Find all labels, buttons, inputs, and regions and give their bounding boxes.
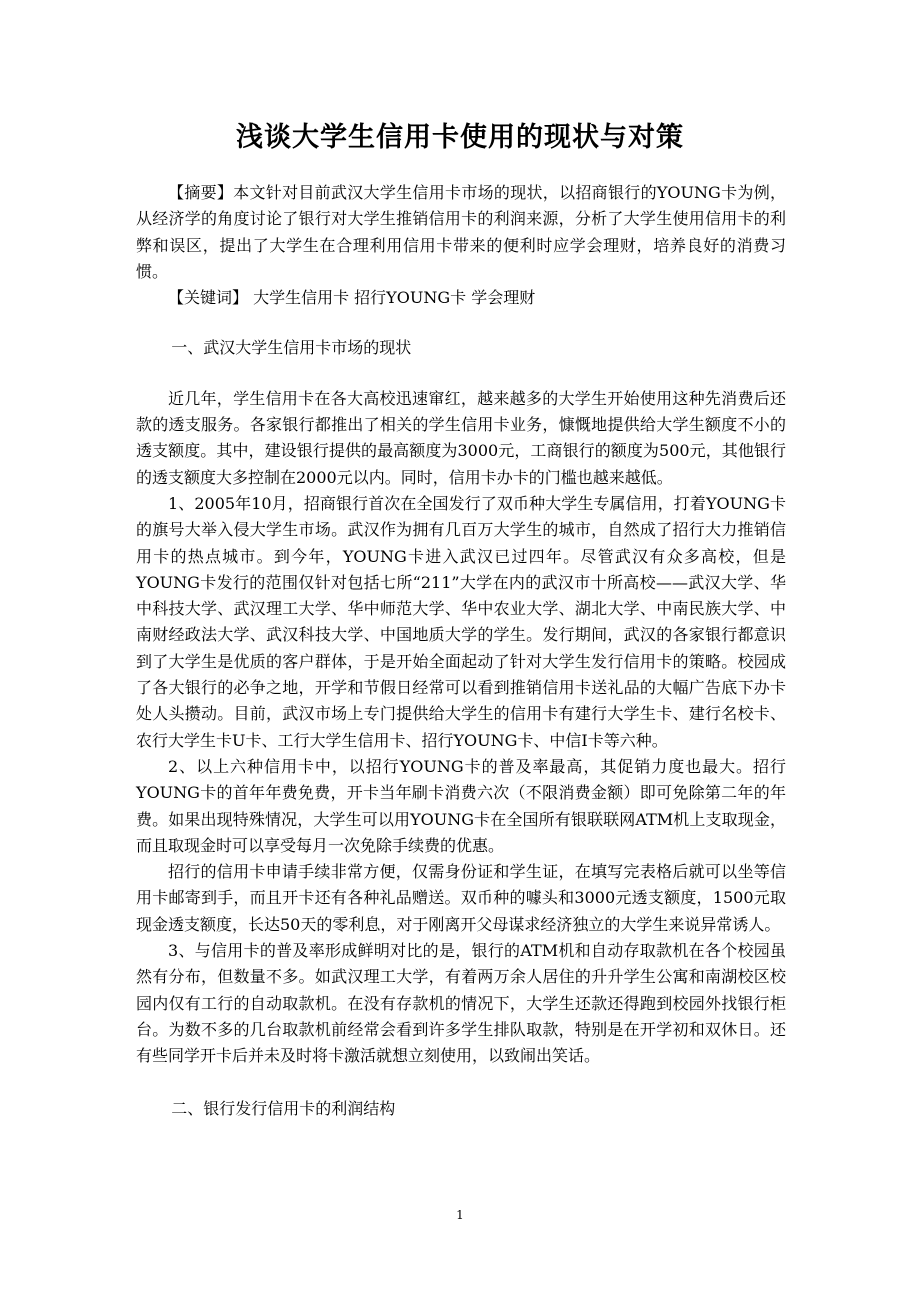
document-title: 浅谈大学生信用卡使用的现状与对策 — [236, 122, 684, 153]
section-1-heading: 一、武汉大学生信用卡市场的现状 — [171, 338, 412, 358]
page-number: 1 — [456, 1208, 464, 1222]
paragraph-2: 2、以上六种信用卡中，以招行YOUNG卡的普及率最高，其促销力度也最大。招行YOUNG卡的首年年费免费，开卡当年刷卡消费六次（不限消费金额）即可免除第二年的年费。如果出现特殊情况，大学生可以用YOUNG卡在全国所有银联联网ATM机上支取现金，而且取现金时可以享受每月一次免除手续费的优惠。 — [136, 756, 786, 855]
intro-paragraph: 近几年，学生信用卡在各大高校迅速窜红，越来越多的大学生开始使用这种先消费后还款的透支服务。各家银行都推出了相关的学生信用卡业务，慷慨地提供给大学生额度不小的透支额度。其中，建设银行提供的最高额度为3000元，工商银行的额度为500元，其他银行的透支额度大多控制在2000元以内。同时，信用卡办卡的门槛也越来越低。 — [136, 388, 786, 487]
spacer — [136, 311, 786, 335]
document-body — [136, 180, 786, 1122]
paragraph-1: 1、2005年10月，招商银行首次在全国发行了双币种大学生专属信用，打着YOUNG卡的旗号大举入侵大学生市场。武汉作为拥有几百万大学生的城市，自然成了招行大力推销信用卡的热点城市。到今年，YOUNG卡进入武汉已过四年。尽管武汉有众多高校，但是YOUNG卡发行的范围仅针对包括七所“211”大学在内的武汉市十所高校——武汉大学、华中科技大学、武汉理工大学、华中师范大学、华中农业大学、湖北大学、中南民族大学、中南财经政法大学、武汉科技大学、中国地质大学的学生。发行期间，武汉的各家银行都意识到了大学生是优质的客户群体，于是开始全面起动了针对大学生发行信用卡的策略。校园成了各大银行的必争之地，开学和节假日经常可以看到推销信用卡送礼品的大幅广告底下办卡处人头攒动。目前，武汉市场上专门提供给大学生的信用卡有建行大学生卡、建行名校卡、农行大学生卡U卡、工行大学生信用卡、招行YOUNG卡、中信I卡等六种。 — [136, 493, 786, 750]
spacer — [136, 362, 786, 386]
abstract-paragraph: 【摘要】本文针对目前武汉大学生信用卡市场的现状，以招商银行的YOUNG卡为例，从经济学的角度讨论了银行对大学生推销信用卡的利润来源，分析了大学生使用信用卡的利弊和误区，提出了大学生在合理利用信用卡带来的便利时应学会理财，培养良好的消费习惯。 — [136, 183, 786, 281]
keywords-paragraph: 【关键词】 大学生信用卡 招行YOUNG卡 学会理财 — [168, 288, 536, 308]
paragraph-2b: 招行的信用卡申请手续非常方便，仅需身份证和学生证，在填写完表格后就可以坐等信用卡邮寄到手，而且开卡还有各种礼品赠送。双币种的噱头和3000元透支额度，1500元取现金透支额度，长达50天的零利息，对于刚离开父母谋求经济独立的大学生来说异常诱人。 — [136, 862, 786, 934]
section-2-heading: 二、银行发行信用卡的利润结构 — [171, 1098, 396, 1118]
spacer — [136, 1070, 786, 1096]
paragraph-3: 3、与信用卡的普及率形成鲜明对比的是，银行的ATM机和自动存取款机在各个校园虽然有分布，但数量不多。如武汉理工大学，有着两万余人居住的升升学生公寓和南湖校区校园内仅有工行的自动取款机。在没有存款机的情况下，大学生还款还得跑到校园外找银行柜台。为数不多的几台取款机前经常会看到许多学生排队取款，特别是在开学初和双休日。还有些同学开卡后并未及时将卡激活就想立刻使用，以致闹出笑话。 — [136, 941, 786, 1066]
